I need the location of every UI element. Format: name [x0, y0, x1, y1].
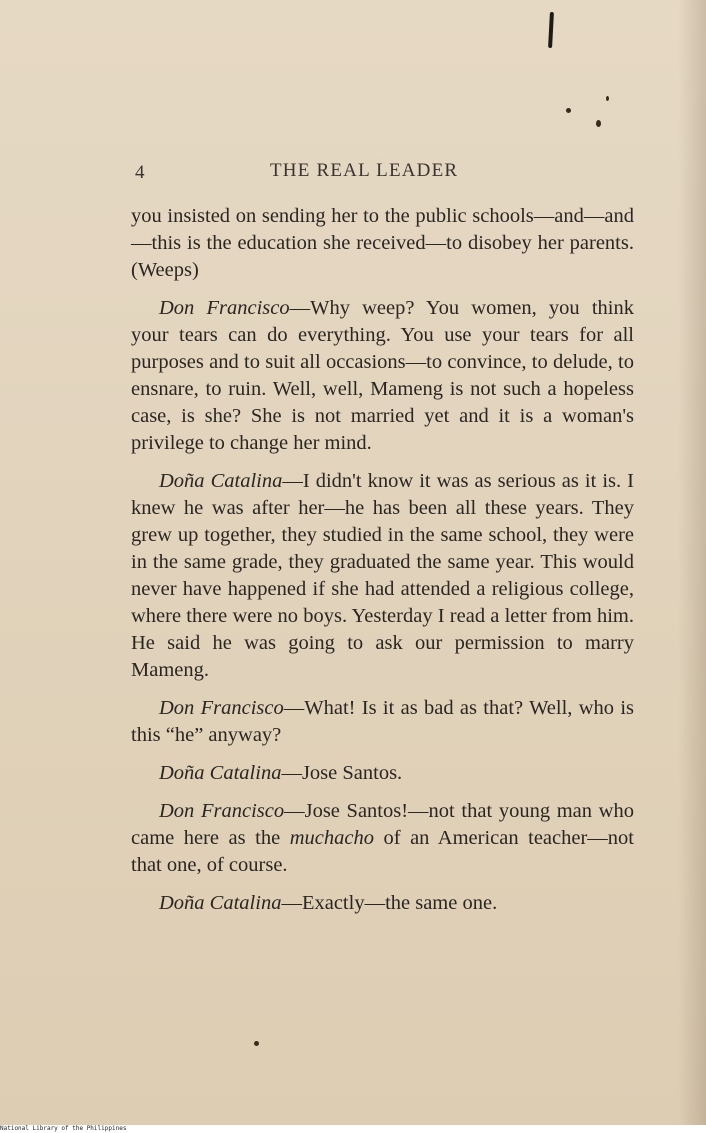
dialogue-text: of an American teacher—not that one, of course.: [131, 827, 634, 876]
paragraph: [131, 203, 634, 284]
speaker-name: Doña Catalina: [159, 762, 282, 784]
dialogue-text: —Jose Santos.: [281, 762, 403, 784]
dialogue-text: —I didn't know it was as serious as it is. I knew he was after her—he has been all these years. They grew up together, they studied in the same school, they were in the same grade, they graduated the same year. This would never have happened if she had attended a religious college, where there were no boys. Yesterday I read a letter from him. He said he was going to ask our permission to marry Mameng.: [131, 470, 634, 681]
dialogue-text: —Why weep? You women, you think your tears can do everything. You use your tears for all purposes and to suit all occasions—to convince, to delude, to ensnare, to ruin. Well, well, Mameng is not such a hopeless case, is she? She is not married yet and it is a woman's privilege to change her mind.: [131, 297, 634, 454]
ink-speck: [254, 1041, 259, 1046]
page-number: 4: [135, 162, 146, 183]
speaker-name: Don Francisco: [159, 800, 285, 822]
running-title: THE REAL LEADER: [270, 160, 459, 181]
dialogue-paragraph: [131, 695, 634, 749]
ink-speck: [596, 120, 601, 127]
dialogue-text: —Exactly—the same one.: [281, 892, 498, 914]
speaker-name: Don Francisco: [159, 697, 284, 719]
running-header: [135, 160, 635, 186]
ink-speck: [606, 96, 609, 101]
dialogue-text: —Jose Santos!—not that young man who came here as the: [131, 800, 634, 849]
speaker-name: Doña Catalina: [159, 470, 283, 492]
dialogue-paragraph: [131, 890, 634, 917]
speaker-name: Doña Catalina: [159, 892, 282, 914]
dialogue-paragraph: [131, 295, 634, 457]
ink-mark: [548, 12, 554, 48]
dialogue-paragraph: [131, 760, 634, 787]
paragraph-text: you insisted on sending her to the public schools—and—and—this is the education she received—to disobey her parents. (Weeps): [131, 205, 634, 281]
italic-word: muchacho: [289, 827, 374, 849]
footer-credit: National Library of the Philippines: [0, 1125, 127, 1132]
dialogue-paragraph: [131, 798, 634, 879]
dialogue-text: —What! Is it as bad as that? Well, who is this “he” anyway?: [131, 697, 634, 746]
ink-speck: [566, 108, 571, 113]
page-body: [131, 203, 634, 928]
page-edge-shadow: [678, 0, 706, 1125]
speaker-name: Don Francisco: [159, 297, 290, 319]
dialogue-paragraph: [131, 468, 634, 684]
